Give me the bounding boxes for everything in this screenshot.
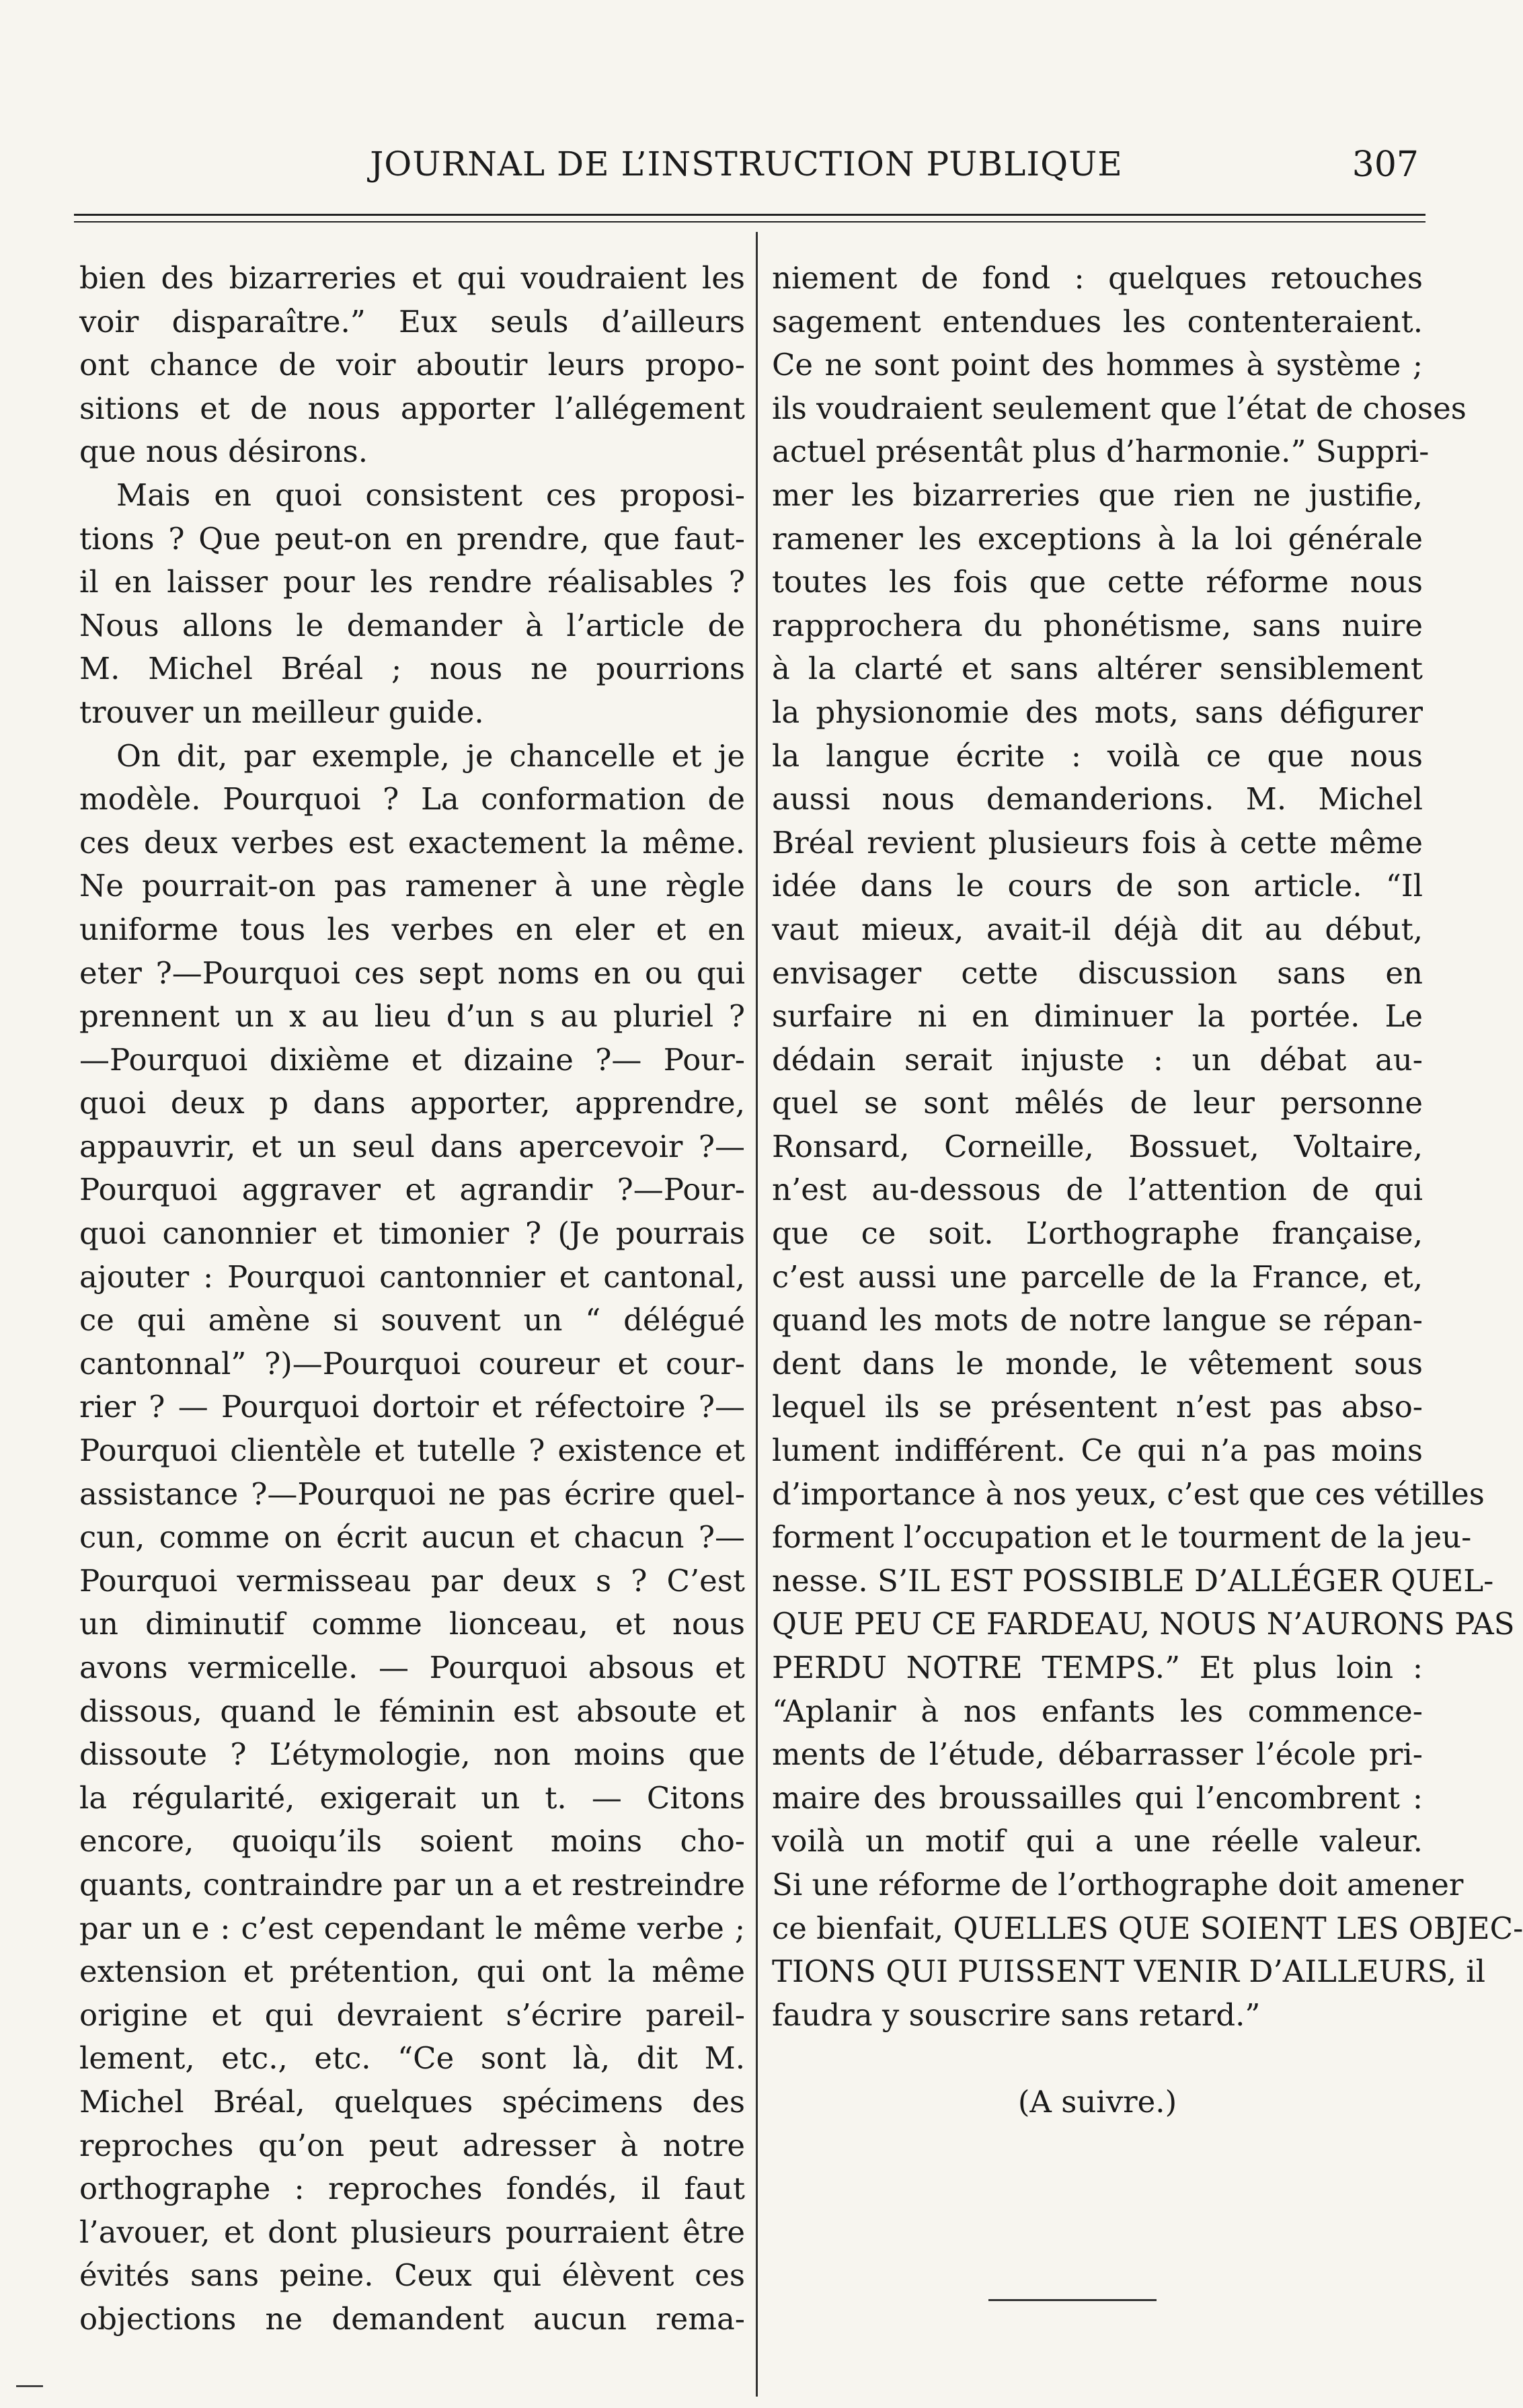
text-line: Ne pourrait-on pas ramener à une règle	[79, 868, 745, 904]
text-line: ce qui amène si souvent un “ délégué	[79, 1302, 745, 1338]
margin-mark	[16, 2385, 43, 2387]
text-line: ments de l’étude, débarrasser l’école pri-	[772, 1736, 1423, 1773]
text-line: dissoute ? L’étymologie, non moins que	[79, 1736, 745, 1773]
column-divider	[756, 232, 758, 2397]
text-line: modèle. Pourquoi ? La conformation de	[79, 781, 745, 817]
text-line: quoi canonnier et timonier ? (Je pourrais	[79, 1215, 745, 1252]
text-line: Ronsard, Corneille, Bossuet, Voltaire,	[772, 1128, 1423, 1164]
text-line: Nous allons le demander à l’article de	[79, 607, 745, 643]
text-line: ont chance de voir aboutir leurs propo-	[79, 347, 745, 383]
text-line: un diminutif comme lionceau, et nous	[79, 1606, 745, 1642]
text-line: maire des broussailles qui l’encombrent :	[772, 1779, 1423, 1816]
text-line: il en laisser pour les rendre réalisables ?	[79, 564, 745, 600]
text-line: origine et qui devraient s’écrire pareil-	[79, 1997, 745, 2033]
text-line: Michel Bréal, quelques spécimens des	[79, 2083, 745, 2120]
text-line: On dit, par exemple, je chancelle et je	[116, 737, 745, 774]
text-line: cun, comme on écrit aucun et chacun ?—	[79, 1519, 745, 1556]
text-line: rapprochera du phonétisme, sans nuire	[772, 607, 1423, 643]
text-line: aussi nous demanderions. M. Michel	[772, 781, 1423, 817]
text-line: TIONS QUI PUISSENT VENIR D’AILLEURS, il	[772, 1954, 1486, 1990]
text-line: quand les mots de notre langue se répan-	[772, 1302, 1423, 1338]
text-line: objections ne demandent aucun rema-	[79, 2300, 745, 2337]
text-line: voir disparaître.” Eux seuls d’ailleurs	[79, 303, 745, 339]
text-line: quel se sont mêlés de leur personne	[772, 1085, 1423, 1121]
text-line: voilà un motif qui a une réelle valeur.	[772, 1823, 1423, 1859]
text-line: QUE PEU CE FARDEAU, NOUS N’AURONS PAS	[772, 1606, 1515, 1642]
text-line: uniforme tous les verbes en eler et en	[79, 911, 745, 947]
text-line: quoi deux p dans apporter, apprendre,	[79, 1085, 745, 1121]
text-line: ils voudraient seulement que l’état de choses	[772, 390, 1467, 426]
text-line: dissous, quand le féminin est absoute et	[79, 1693, 745, 1729]
text-line: dédain serait injuste : un débat au-	[772, 1041, 1423, 1078]
text-line: eter ?—Pourquoi ces sept noms en ou qui	[79, 955, 745, 991]
text-line: avons vermicelle. — Pourquoi absous et	[79, 1650, 745, 1685]
text-line: nesse. S’IL EST POSSIBLE D’ALLÉGER QUEL-	[772, 1562, 1494, 1599]
running-title: JOURNAL DE L’INSTRUCTION PUBLIQUE	[370, 145, 1123, 184]
text-line: Mais en quoi consistent ces proposi-	[116, 477, 745, 513]
text-line: ces deux verbes est exactement la même.	[79, 824, 745, 860]
text-line: trouver un meilleur guide.	[79, 694, 484, 730]
text-line: Pourquoi clientèle et tutelle ? existence et	[79, 1433, 745, 1469]
text-line: (A suivre.)	[1017, 2083, 1177, 2120]
text-line: Bréal revient plusieurs fois à cette même	[772, 824, 1423, 860]
text-line: l’avouer, et dont plusieurs pourraient être	[79, 2214, 745, 2250]
text-line: c’est aussi une parcelle de la France, et,	[772, 1258, 1423, 1295]
text-line: d’importance à nos yeux, c’est que ces vétilles	[772, 1476, 1485, 1512]
text-line: à la clarté et sans altérer sensiblement	[772, 651, 1423, 687]
text-line: lument indifférent. Ce qui n’a pas moins	[772, 1433, 1423, 1469]
text-line: mer les bizarreries que rien ne justifie,	[772, 477, 1423, 513]
text-line: rier ? — Pourquoi dortoir et réfectoire ?—	[79, 1389, 745, 1425]
text-line: niement de fond : quelques retouches	[772, 260, 1423, 296]
text-line: Si une réforme de l’orthographe doit amener	[772, 1866, 1464, 1902]
text-line: vaut mieux, avait-il déjà dit au début,	[772, 911, 1423, 947]
text-line: actuel présentât plus d’harmonie.” Suppri-	[772, 434, 1430, 470]
text-line: idée dans le cours de son article. “Il	[772, 868, 1423, 904]
text-line: Ce ne sont point des hommes à système ;	[772, 347, 1423, 383]
text-line: lement, etc., etc. “Ce sont là, dit M.	[79, 2040, 745, 2077]
text-line: que ce soit. L’orthographe française,	[772, 1215, 1423, 1252]
header-rule-top	[74, 214, 1426, 216]
text-line: la langue écrite : voilà ce que nous	[772, 737, 1423, 774]
end-rule	[988, 2299, 1157, 2301]
text-line: bien des bizarreries et qui voudraient les	[79, 260, 745, 296]
text-line: dent dans le monde, le vêtement sous	[772, 1345, 1423, 1381]
text-line: assistance ?—Pourquoi ne pas écrire quel-	[79, 1476, 745, 1512]
text-line: extension et prétention, qui ont la même	[79, 1954, 745, 1990]
text-line: envisager cette discussion sans en	[772, 955, 1423, 991]
text-line: par un e : c’est cependant le même verbe ;	[79, 1910, 745, 1946]
text-line: reproches qu’on peut adresser à notre	[79, 2127, 745, 2163]
text-line: tions ? Que peut-on en prendre, que faut-	[79, 520, 745, 557]
text-line: ce bienfait, QUELLES QUE SOIENT LES OBJEC-	[772, 1910, 1523, 1946]
text-line: faudra y souscrire sans retard.”	[772, 1997, 1261, 2033]
text-line: n’est au-dessous de l’attention de qui	[772, 1172, 1423, 1208]
text-line: lequel ils se présentent n’est pas abso-	[772, 1389, 1423, 1425]
header-rule-bottom	[74, 221, 1426, 223]
text-line	[772, 2037, 1438, 2081]
text-line: sitions et de nous apporter l’allégement	[79, 390, 745, 426]
page-header	[74, 138, 1419, 192]
text-line: ajouter : Pourquoi cantonnier et cantonal,	[79, 1258, 745, 1295]
text-line: la physionomie des mots, sans défigurer	[772, 694, 1423, 730]
text-line: appauvrir, et un seul dans apercevoir ?—	[79, 1128, 745, 1164]
text-line: M. Michel Bréal ; nous ne pourrions	[79, 651, 745, 687]
left-column	[79, 257, 745, 2341]
text-line: quants, contraindre par un a et restreindre	[79, 1866, 745, 1902]
text-line: la régularité, exigerait un t. — Citons	[79, 1779, 745, 1816]
text-line: évités sans peine. Ceux qui élèvent ces	[79, 2257, 745, 2294]
text-line: Pourquoi vermisseau par deux s ? C’est	[79, 1562, 745, 1599]
text-line: surfaire ni en diminuer la portée. Le	[772, 998, 1423, 1035]
right-column	[772, 257, 1523, 2124]
text-line: sagement entendues les contenteraient.	[772, 303, 1423, 339]
text-line: ramener les exceptions à la loi générale	[772, 520, 1423, 557]
text-line: Pourquoi aggraver et agrandir ?—Pour-	[79, 1172, 745, 1208]
text-line: PERDU NOTRE TEMPS.” Et plus loin :	[772, 1650, 1423, 1685]
page-number: 307	[1352, 145, 1419, 185]
text-line: prennent un x au lieu d’un s au pluriel ?	[79, 998, 745, 1035]
text-line: toutes les fois que cette réforme nous	[772, 564, 1423, 600]
text-line: cantonnal” ?)—Pourquoi coureur et cour-	[79, 1345, 745, 1381]
text-line: “Aplanir à nos enfants les commence-	[772, 1693, 1423, 1729]
text-line: forment l’occupation et le tourment de la jeu-	[772, 1519, 1472, 1556]
text-line: encore, quoiqu’ils soient moins cho-	[79, 1823, 745, 1859]
text-line: orthographe : reproches fondés, il faut	[79, 2171, 745, 2207]
text-line: —Pourquoi dixième et dizaine ?— Pour-	[79, 1041, 745, 1078]
text-line: que nous désirons.	[79, 434, 368, 470]
